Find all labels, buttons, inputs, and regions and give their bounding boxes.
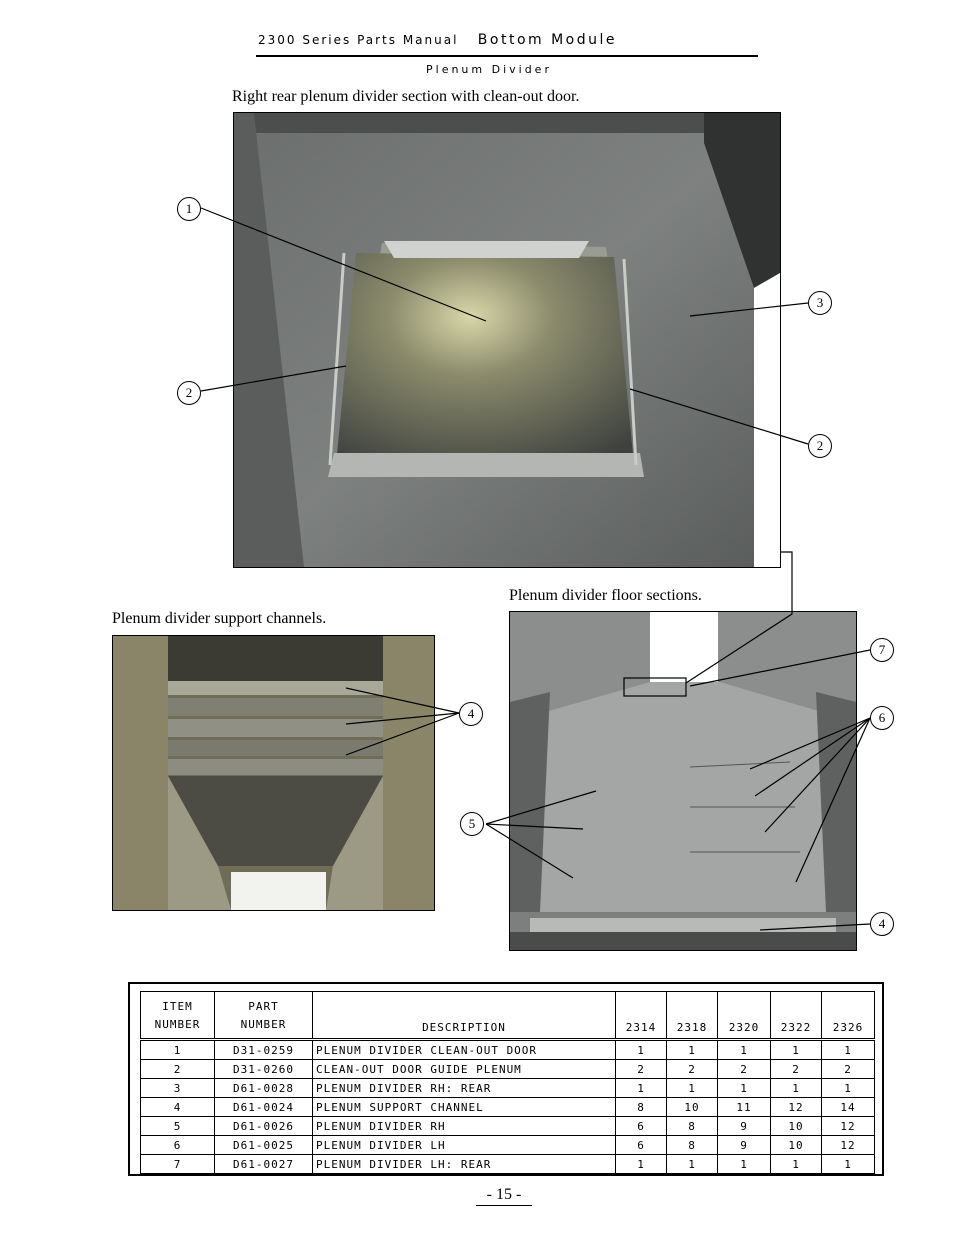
qty-2318: 8 bbox=[667, 1136, 718, 1155]
bottom-right-photo bbox=[509, 611, 857, 951]
callout-1: 1 bbox=[177, 197, 201, 221]
qty-2320: 9 bbox=[718, 1136, 771, 1155]
qty-2322: 1 bbox=[771, 1155, 822, 1174]
qty-2326: 12 bbox=[822, 1136, 875, 1155]
model-2318-header: 2318 bbox=[667, 992, 718, 1040]
table-row bbox=[141, 1098, 875, 1117]
callout-6: 6 bbox=[870, 706, 894, 730]
qty-2320: 9 bbox=[718, 1117, 771, 1136]
item-number: 1 bbox=[141, 1040, 215, 1060]
part-number: D61-0025 bbox=[215, 1136, 313, 1155]
qty-2314: 8 bbox=[616, 1098, 667, 1117]
page-number: - 15 - bbox=[476, 1186, 532, 1206]
qty-2314: 1 bbox=[616, 1040, 667, 1060]
qty-2326: 1 bbox=[822, 1079, 875, 1098]
top-photo-image bbox=[234, 113, 780, 567]
part-number: D31-0260 bbox=[215, 1060, 313, 1079]
header-rule bbox=[256, 55, 758, 57]
description: PLENUM DIVIDER RH: REAR bbox=[313, 1079, 616, 1098]
qty-2322: 12 bbox=[771, 1098, 822, 1117]
table-header-row bbox=[141, 992, 875, 1040]
model-2314-header: 2314 bbox=[616, 992, 667, 1040]
qty-2322: 10 bbox=[771, 1117, 822, 1136]
qty-2322: 10 bbox=[771, 1136, 822, 1155]
table-row bbox=[141, 1040, 875, 1060]
qty-2314: 1 bbox=[616, 1079, 667, 1098]
qty-2314: 2 bbox=[616, 1060, 667, 1079]
description: CLEAN-OUT DOOR GUIDE PLENUM bbox=[313, 1060, 616, 1079]
qty-2326: 1 bbox=[822, 1040, 875, 1060]
table-row bbox=[141, 1155, 875, 1174]
part-number: D61-0027 bbox=[215, 1155, 313, 1174]
section-title: Plenum Divider bbox=[426, 63, 552, 76]
callout-2-left: 2 bbox=[177, 381, 201, 405]
qty-2320: 1 bbox=[718, 1155, 771, 1174]
item-header-line2: NUMBER bbox=[154, 1018, 201, 1031]
item-number: 2 bbox=[141, 1060, 215, 1079]
model-2320-header: 2320 bbox=[718, 992, 771, 1040]
model-2322-header: 2322 bbox=[771, 992, 822, 1040]
item-number-header bbox=[141, 992, 215, 1040]
manual-title: 2300 Series Parts Manual bbox=[258, 33, 459, 47]
table-row bbox=[141, 1079, 875, 1098]
qty-2322: 2 bbox=[771, 1060, 822, 1079]
qty-2314: 6 bbox=[616, 1136, 667, 1155]
callout-5: 5 bbox=[460, 812, 484, 836]
bottom-left-photo-image bbox=[113, 636, 434, 910]
qty-2318: 1 bbox=[667, 1155, 718, 1174]
qty-2318: 1 bbox=[667, 1079, 718, 1098]
part-number: D31-0259 bbox=[215, 1040, 313, 1060]
callout-2-right: 2 bbox=[808, 434, 832, 458]
description-header: DESCRIPTION bbox=[313, 992, 616, 1040]
item-number: 5 bbox=[141, 1117, 215, 1136]
top-photo bbox=[233, 112, 781, 568]
top-figure-caption: Right rear plenum divider section with clean-out door. bbox=[232, 88, 580, 105]
item-number: 6 bbox=[141, 1136, 215, 1155]
qty-2318: 10 bbox=[667, 1098, 718, 1117]
qty-2320: 1 bbox=[718, 1079, 771, 1098]
qty-2322: 1 bbox=[771, 1079, 822, 1098]
part-number: D61-0028 bbox=[215, 1079, 313, 1098]
qty-2326: 12 bbox=[822, 1117, 875, 1136]
bottom-right-photo-image bbox=[510, 612, 856, 950]
bottom-left-photo bbox=[112, 635, 435, 911]
description: PLENUM DIVIDER LH bbox=[313, 1136, 616, 1155]
part-number: D61-0024 bbox=[215, 1098, 313, 1117]
description: PLENUM SUPPORT CHANNEL bbox=[313, 1098, 616, 1117]
qty-2314: 6 bbox=[616, 1117, 667, 1136]
callout-7: 7 bbox=[870, 638, 894, 662]
item-header-line1: ITEM bbox=[162, 1000, 193, 1013]
qty-2318: 1 bbox=[667, 1040, 718, 1060]
description: PLENUM DIVIDER RH bbox=[313, 1117, 616, 1136]
part-header-line2: NUMBER bbox=[240, 1018, 287, 1031]
part-number: D61-0026 bbox=[215, 1117, 313, 1136]
table-row bbox=[141, 1117, 875, 1136]
part-number-header bbox=[215, 992, 313, 1040]
description: PLENUM DIVIDER CLEAN-OUT DOOR bbox=[313, 1040, 616, 1060]
item-number: 3 bbox=[141, 1079, 215, 1098]
qty-2322: 1 bbox=[771, 1040, 822, 1060]
table-row bbox=[141, 1136, 875, 1155]
qty-2326: 2 bbox=[822, 1060, 875, 1079]
item-number: 7 bbox=[141, 1155, 215, 1174]
description: PLENUM DIVIDER LH: REAR bbox=[313, 1155, 616, 1174]
qty-2318: 8 bbox=[667, 1117, 718, 1136]
item-number: 4 bbox=[141, 1098, 215, 1117]
qty-2320: 2 bbox=[718, 1060, 771, 1079]
module-title: Bottom Module bbox=[477, 32, 618, 48]
callout-3: 3 bbox=[808, 291, 832, 315]
model-2326-header: 2326 bbox=[822, 992, 875, 1040]
qty-2326: 1 bbox=[822, 1155, 875, 1174]
callout-4-right: 4 bbox=[870, 912, 894, 936]
qty-2320: 1 bbox=[718, 1040, 771, 1060]
parts-table bbox=[140, 991, 875, 1174]
part-header-line1: PART bbox=[248, 1000, 279, 1013]
callout-4-left: 4 bbox=[459, 702, 483, 726]
manual-header bbox=[258, 32, 758, 48]
qty-2314: 1 bbox=[616, 1155, 667, 1174]
bottom-left-figure-caption: Plenum divider support channels. bbox=[112, 610, 327, 627]
table-row bbox=[141, 1060, 875, 1079]
bottom-right-figure-caption: Plenum divider floor sections. bbox=[509, 587, 702, 604]
qty-2320: 11 bbox=[718, 1098, 771, 1117]
qty-2326: 14 bbox=[822, 1098, 875, 1117]
qty-2318: 2 bbox=[667, 1060, 718, 1079]
